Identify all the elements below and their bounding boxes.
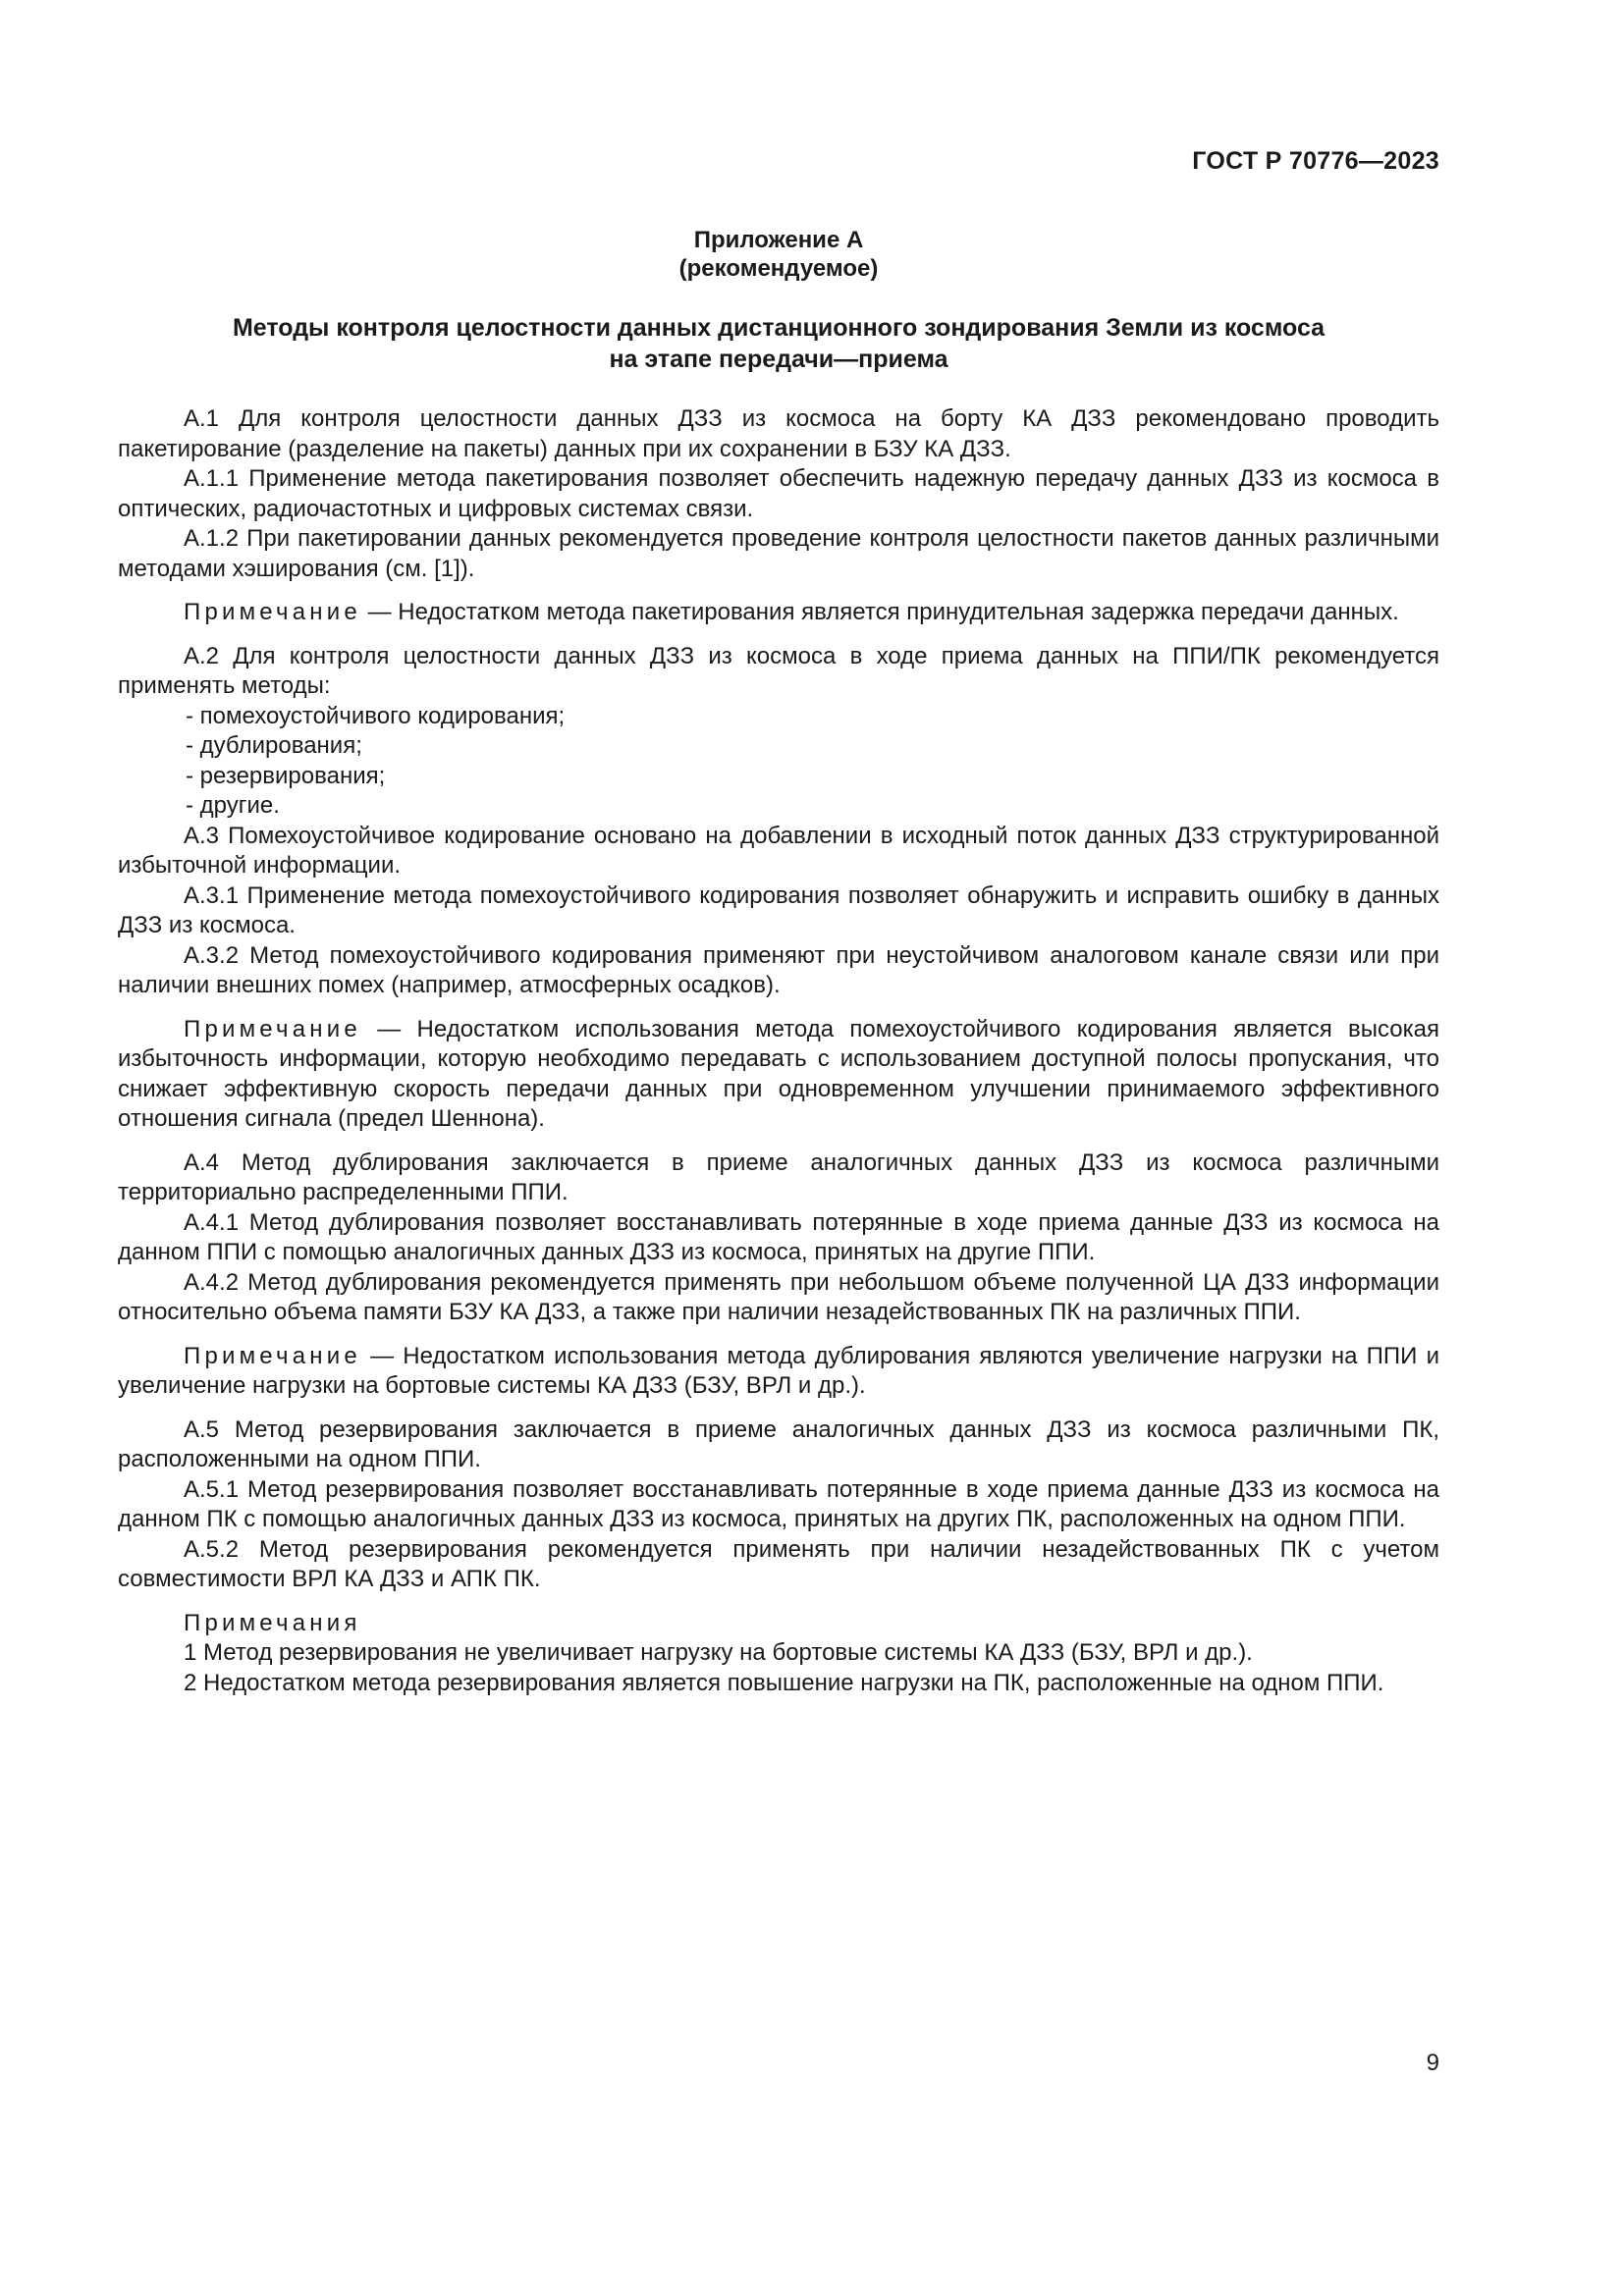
page-number: 9: [1426, 2050, 1439, 2076]
document-code: ГОСТ Р 70776—2023: [1192, 147, 1439, 175]
section-heading: [118, 312, 1439, 375]
notes-heading: [118, 1609, 1439, 1639]
note-label: Примечание: [184, 1015, 361, 1042]
heading-line-2: на этапе передачи—приема: [609, 346, 948, 373]
list-item: - помехоустойчивого кодирования;: [186, 702, 566, 729]
paragraph-a4-1: А.4.1 Метод дублирования позволяет восстанавливать потерянные в ходе приема данные ДЗЗ из космоса на данном ППИ с помощью аналогичных данных ДЗЗ из космоса, принятых на другие ППИ.: [118, 1208, 1439, 1265]
note-label: Примечание: [184, 599, 361, 625]
annex-status: (рекомендуемое): [678, 255, 879, 282]
note-1: [118, 598, 1439, 628]
paragraph-a5-2: А.5.2 Метод резервирования рекомендуется применять при наличии незадействованных ПК с учетом совместимости ВРЛ КА ДЗЗ и АПК ПК.: [118, 1535, 1439, 1592]
paragraph-a4-2: А.4.2 Метод дублирования рекомендуется применять при небольшом объеме полученной ЦА ДЗЗ информации относительно объема памяти БЗУ КА ДЗЗ, а также при наличии незадействованных ПК на различных ППИ.: [118, 1268, 1439, 1325]
list-item: - другие.: [186, 792, 280, 819]
page-content: [118, 226, 1439, 1698]
paragraph-a1-1: А.1.1 Применение метода пакетирования позволяет обеспечить надежную передачу данных ДЗЗ из космоса в оптических, радиочастотных и цифровых системах связи.: [118, 465, 1439, 522]
note-2-text: — Недостатком использования метода помехоустойчивого кодирования является высокая избыточность информации, которую необходимо передавать с использованием доступной полосы пропускания, что снижает эффективную скорость передачи данных при одновременном улучшении принимаемого эффективного отношения сигнала (предел Шеннона).: [118, 1015, 1439, 1132]
note-3-text: — Недостатком использования метода дублирования являются увеличение нагрузки на ППИ и увеличение нагрузки на бортовые системы КА ДЗЗ (БЗУ, ВРЛ и др.).: [118, 1342, 1439, 1399]
paragraph-a3-1: А.3.1 Применение метода помехоустойчивого кодирования позволяет обнаружить и исправить ошибку в данных ДЗЗ из космоса.: [118, 881, 1439, 938]
list-item: - дублирования;: [186, 732, 362, 759]
notes-label: Примечания: [184, 1609, 361, 1636]
paragraph-a1: А.1 Для контроля целостности данных ДЗЗ из космоса на борту КА ДЗЗ рекомендовано проводить пакетирование (разделение на пакеты) данных при их сохранении в БЗУ КА ДЗЗ.: [118, 405, 1439, 462]
paragraph-a3: А.3 Помехоустойчивое кодирование основано на добавлении в исходный поток данных ДЗЗ структурированной избыточной информации.: [118, 822, 1439, 879]
note-2: [118, 1015, 1439, 1135]
paragraph-a4: А.4 Метод дублирования заключается в приеме аналогичных данных ДЗЗ из космоса различными территориально распределенными ППИ.: [118, 1148, 1439, 1205]
paragraph-a3-2: А.3.2 Метод помехоустойчивого кодирования применяют при неустойчивом аналоговом канале связи или при наличии внешних помех (например, атмосферных осадков).: [118, 941, 1439, 998]
note-3: [118, 1342, 1439, 1402]
paragraph-a2: А.2 Для контроля целостности данных ДЗЗ из космоса в ходе приема данных на ППИ/ПК рекомендуется применять методы:: [118, 642, 1439, 699]
paragraph-a5: А.5 Метод резервирования заключается в приеме аналогичных данных ДЗЗ из космоса различными ПК, расположенными на одном ППИ.: [118, 1415, 1439, 1472]
note-1-text: — Недостатком метода пакетирования является принудительная задержка передачи данных.: [360, 599, 1399, 625]
final-note-1: 1 Метод резервирования не увеличивает нагрузку на бортовые системы КА ДЗЗ (БЗУ, ВРЛ и др.).: [184, 1639, 1253, 1666]
list-item: - резервирования;: [186, 762, 386, 789]
note-label: Примечание: [184, 1342, 361, 1369]
heading-line-1: Методы контроля целостности данных дистанционного зондирования Земли из космоса: [232, 314, 1326, 342]
paragraph-a1-2: А.1.2 При пакетировании данных рекомендуется проведение контроля целостности пакетов данных различными методами хэширования (см. [1]).: [118, 525, 1439, 582]
annex-title: Приложение А: [693, 227, 864, 253]
final-note-2: 2 Недостатком метода резервирования является повышение нагрузки на ПК, расположенные на одном ППИ.: [184, 1669, 1384, 1696]
paragraph-a5-1: А.5.1 Метод резервирования позволяет восстанавливать потерянные в ходе приема данные ДЗЗ из космоса на данном ПК с помощью аналогичных данных ДЗЗ из космоса, принятых на других ПК, расположенных на одном ППИ.: [118, 1475, 1439, 1532]
